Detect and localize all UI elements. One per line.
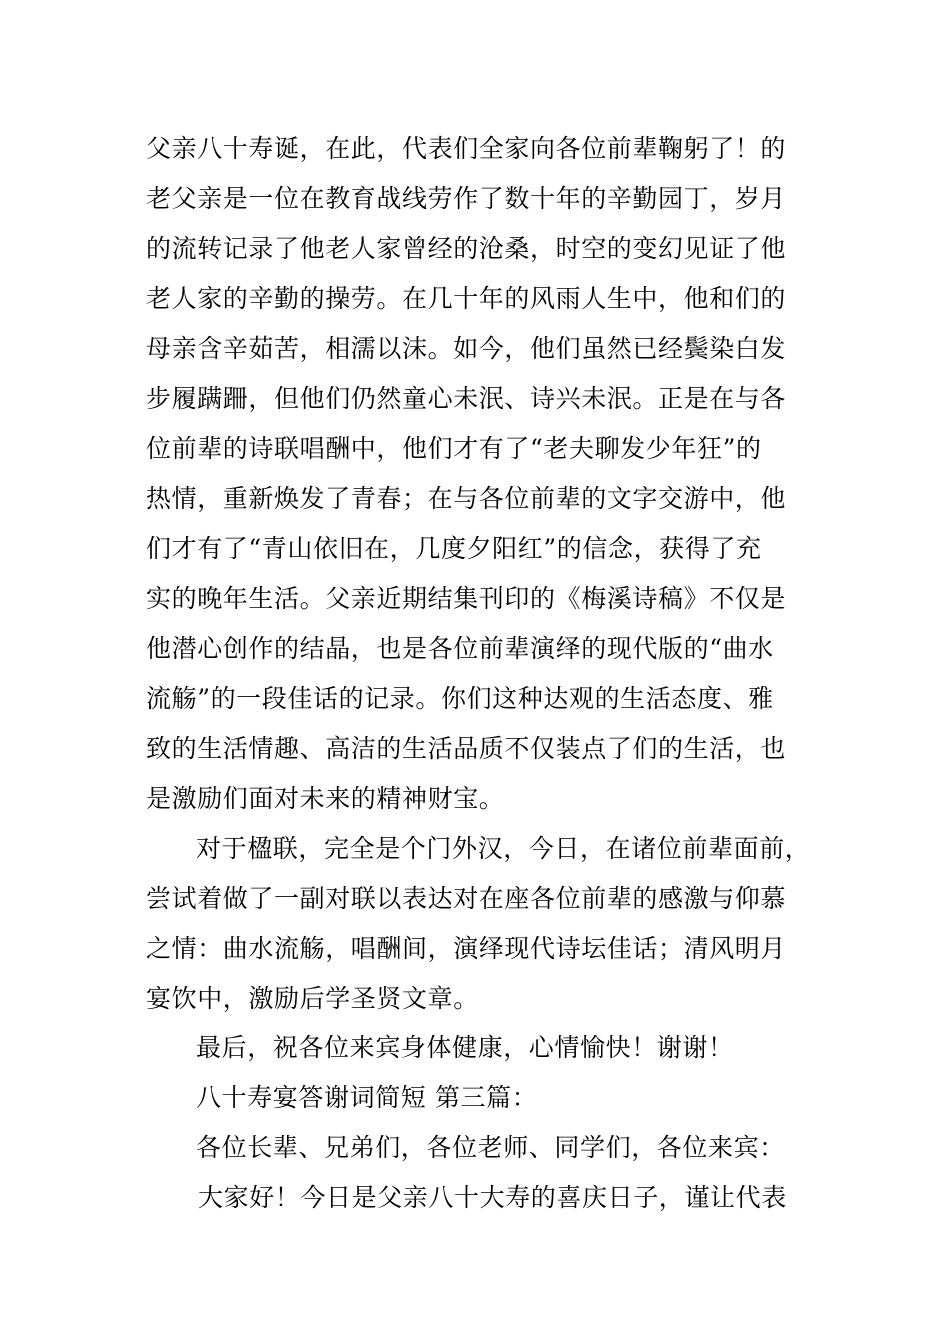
text-line: 老父亲是一位在教育战线劳作了数十年的辛勤园丁，岁月 xyxy=(146,184,787,213)
text-line: 最后，祝各位来宾身体健康，心情愉快！谢谢！ xyxy=(196,1033,734,1062)
text-line: 老人家的辛勤的操劳。在几十年的风雨人生中，他和们的 xyxy=(146,284,787,313)
text-line: 热情，重新焕发了青春；在与各位前辈的文字交游中，他 xyxy=(146,484,787,513)
text-line: 母亲含辛茹苦，相濡以沫。如今，他们虽然已经鬓染白发 xyxy=(146,334,787,363)
text-line: 大家好！今日是父亲八十大寿的喜庆日子，谨让代表 xyxy=(198,1183,787,1212)
text-line: 们才有了“青山依旧在，几度夕阳红”的信念，获得了充 xyxy=(146,534,762,563)
text-line: 尝试着做了一副对联以表达对在座各位前辈的感激与仰慕 xyxy=(146,884,787,913)
text-line: 父亲八十寿诞，在此，代表们全家向各位前辈鞠躬了！的 xyxy=(146,134,787,163)
text-line: 位前辈的诗联唱酬中，他们才有了“老夫聊发少年狂”的 xyxy=(146,434,762,463)
text-line: 之情：曲水流觞，唱酬间，演绎现代诗坛佳话；清风明月 xyxy=(146,934,787,963)
section-heading: 八十寿宴答谢词简短 第三篇： xyxy=(196,1083,538,1112)
text-line: 的流转记录了他老人家曾经的沧桑，时空的变幻见证了他 xyxy=(146,234,787,263)
text-line: 是激励们面对未来的精神财宝。 xyxy=(146,784,505,813)
text-line: 宴饮中，激励后学圣贤文章。 xyxy=(146,984,479,1013)
text-line: 对于楹联，完全是个门外汉，今日，在诸位前辈面前， xyxy=(196,834,811,863)
text-line: 步履蹒跚，但他们仍然童心未泯、诗兴未泯。正是在与各 xyxy=(146,384,787,413)
text-line: 流觞”的一段佳话的记录。你们这种达观的生活态度、雅 xyxy=(146,684,774,713)
text-line: 各位长辈、兄弟们，各位老师、同学们，各位来宾： xyxy=(196,1133,785,1162)
text-line: 实的晚年生活。父亲近期结集刊印的《梅溪诗稿》不仅是 xyxy=(146,584,787,613)
text-line: 他潜心创作的结晶，也是各位前辈演绎的现代版的“曲水 xyxy=(146,634,774,663)
text-line: 致的生活情趣、高洁的生活品质不仅装点了们的生活，也 xyxy=(146,734,787,763)
